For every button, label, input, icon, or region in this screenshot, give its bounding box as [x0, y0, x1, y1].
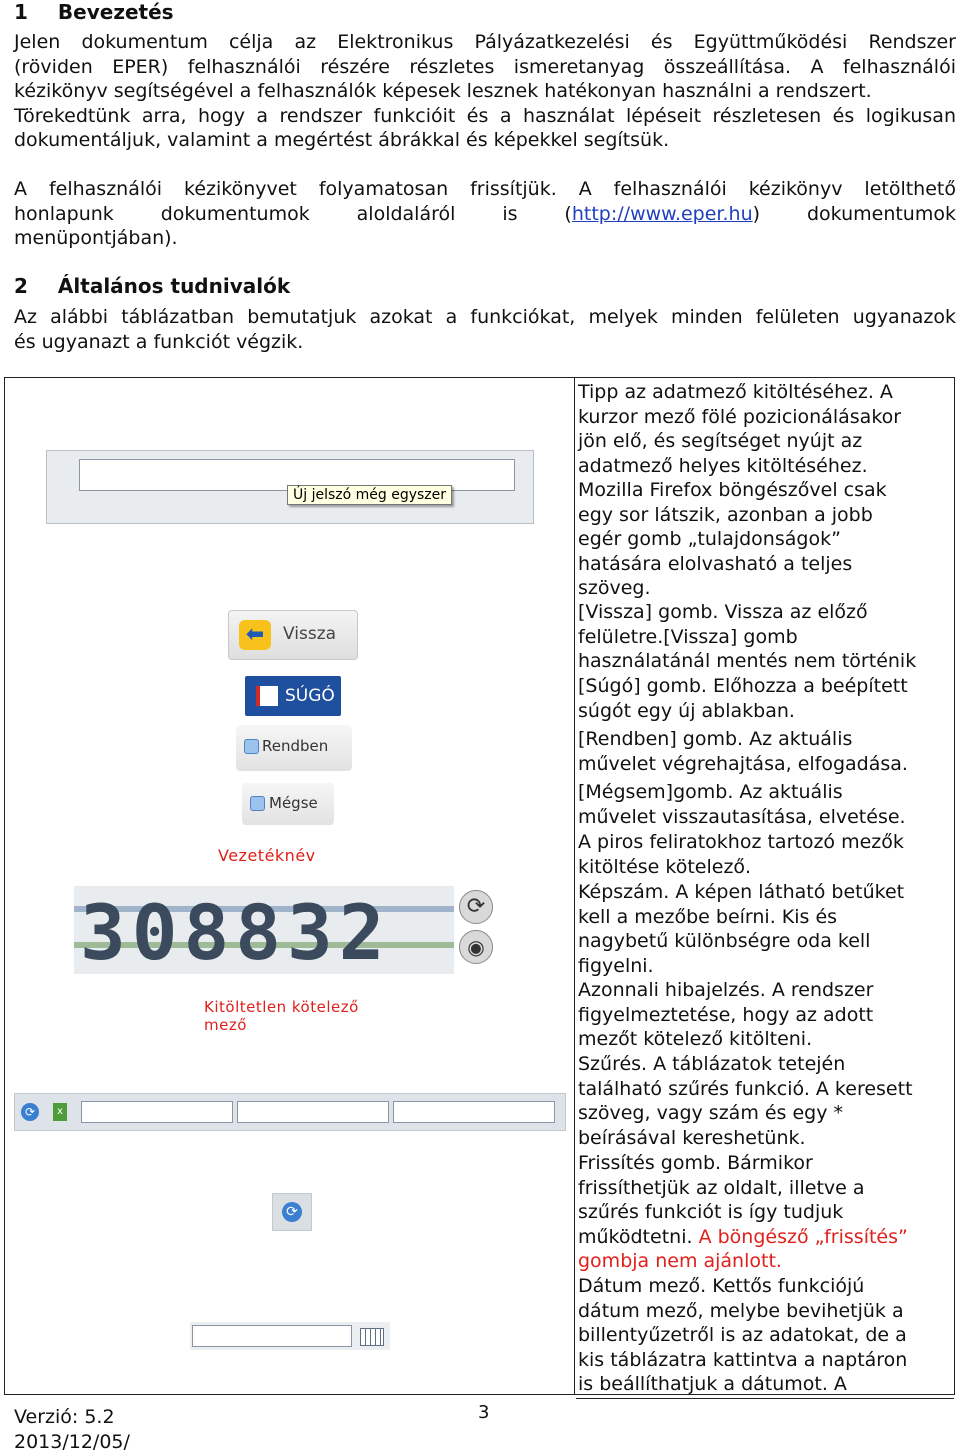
- back-arrow-icon: ⬅: [239, 620, 271, 650]
- section-2-intro: [14, 305, 956, 354]
- text-line: A felhasználói kézikönyvet folyamatosan frissítjük. A felhasználói kézikönyv letölthető: [14, 178, 956, 200]
- row-error-text: Azonnali hibajelzés. A rendszer figyelmeztetése, hogy az adott mezőt kötelező kitölteni.: [578, 979, 874, 1050]
- page-number: 3: [478, 1402, 490, 1423]
- row-filter-text: Szűrés. A táblázatok tetején található szűrés funkció. A keresett szöveg, vagy szám és egy * beírásával kereshetünk.: [578, 1053, 913, 1149]
- text-line: kézikönyv segítségével a felhasználók képesek lesznek hatékonyan használni a rendszert.: [14, 80, 872, 102]
- refresh-icon: ⟳: [282, 1202, 302, 1222]
- back-button[interactable]: [228, 610, 358, 660]
- error-message: Kitöltetlen kötelező mező: [204, 998, 359, 1034]
- row-date-text: Dátum mező. Kettős funkciójú dátum mező, melybe bevihetjük a billentyűzetről is az adatokat, de a kis táblázatra kattintva a naptáron is beállíthatjuk a dátumot. A: [578, 1275, 908, 1395]
- excel-icon[interactable]: x: [53, 1103, 67, 1121]
- row-help-text: [Súgó] gomb. Előhozza a beépített súgót egy új ablakban.: [578, 675, 908, 722]
- captcha-digits: 308832: [80, 888, 391, 974]
- refresh-warning-cont: gombja nem ajánlott.: [578, 1250, 782, 1272]
- filter-bar: [14, 1093, 566, 1131]
- row-refresh-text: Frissítés gomb. Bármikor frissíthetjük az oldalt, illetve a szűrés funkciót is így tudjuk működtetni. A böngésző „frissítés” gombja nem ajánlott.: [578, 1151, 952, 1274]
- section-2-heading: 2 Általános tudnivalók: [14, 274, 291, 298]
- filter-input[interactable]: [393, 1101, 555, 1123]
- footer-rule: [576, 1398, 954, 1399]
- tooltip-illustration: [46, 450, 534, 524]
- text-line: Törekedtünk arra, hogy a rendszer funkcióit és a használat lépéseit részletesen és logikusan: [14, 104, 956, 127]
- date-field: [190, 1322, 390, 1350]
- text-line: és ugyanazt a funkciót végzik.: [14, 330, 304, 353]
- row-ok-text: [Rendben] gomb. Az aktuális művelet végrehajtása, elfogadása.: [578, 728, 908, 775]
- tooltip-bubble: Új jelszó még egyszer: [287, 485, 452, 505]
- help-button[interactable]: [245, 676, 341, 716]
- text-line: Jelen dokumentum célja az Elektronikus Pályázatkezelési és Együttműködési Rendszer: [14, 31, 956, 53]
- row-captcha-text: Képszám. A képen látható betűket kell a mezőbe beírni. Kis és nagybetű különbségre oda kell figyelni.: [578, 881, 905, 977]
- text-line: menüpontjában).: [14, 227, 178, 249]
- section-1-paragraph-1: [14, 30, 956, 153]
- row-tooltip-text: Tipp az adatmező kitöltéséhez. A kurzor mező fölé pozicionálásakor jön elő, és segítséget nyújt az adatmező helyes kitöltéséhez. Mozilla Firefox böngészővel csak egy sor látszik, azonban a jobb egér gomb „tulajdonságok” hatására elolvasható a teljes szöveg.: [578, 381, 902, 599]
- captcha-audio-icon[interactable]: ◉: [459, 930, 493, 964]
- cancel-button[interactable]: [242, 783, 334, 825]
- refresh-warning: A böngésző „frissítés”: [698, 1225, 908, 1248]
- filter-input[interactable]: [81, 1101, 233, 1123]
- required-field-label: Vezetéknév: [218, 846, 316, 865]
- text-line: dokumentáljuk, valamint a megértést ábrákkal és képekkel segítsük.: [14, 129, 670, 151]
- refresh-icon[interactable]: ⟳: [21, 1103, 39, 1121]
- captcha-image: [74, 886, 454, 974]
- help-label: SÚGÓ: [285, 686, 335, 706]
- footer-version: Verzió: 5.2 2013/12/05/: [14, 1406, 130, 1453]
- row-required-text: A piros feliratokhoz tartozó mezők kitöltése kötelező.: [578, 831, 904, 878]
- table-divider: [574, 377, 575, 1395]
- back-label: Vissza: [283, 624, 337, 644]
- row-cancel-text: [Mégsem]gomb. Az aktuális művelet visszautasítása, elvetése.: [578, 781, 906, 828]
- text-line: honlapunk dokumentumok aloldaláról is (http://www.eper.hu) dokumentumok: [14, 202, 956, 225]
- filter-input[interactable]: [237, 1101, 389, 1123]
- ok-label: Rendben: [262, 737, 329, 755]
- ok-button[interactable]: [236, 725, 352, 771]
- eper-link[interactable]: http://www.eper.hu: [571, 202, 753, 225]
- cancel-label: Mégse: [269, 794, 318, 812]
- captcha-refresh-icon[interactable]: ⟳: [459, 890, 493, 924]
- calendar-icon[interactable]: [360, 1328, 384, 1346]
- row-back-text: [Vissza] gomb. Vissza az előző felületre.[Vissza] gomb használatánál mentés nem történik: [578, 601, 917, 672]
- section-1-heading: 1 Bevezetés: [14, 0, 174, 24]
- checkbox-icon: [250, 796, 265, 811]
- book-icon: [256, 686, 278, 706]
- text-line: (röviden EPER) felhasználói részére részletes ismeretanyag összeállítása. A felhasználói: [14, 55, 956, 78]
- section-1-paragraph-2: [14, 177, 956, 251]
- checkbox-icon: [244, 739, 259, 754]
- refresh-button[interactable]: [272, 1193, 312, 1231]
- date-input[interactable]: [192, 1325, 352, 1347]
- text-line: Az alábbi táblázatban bemutatjuk azokat a funkciókat, melyek minden felületen ugyanazok: [14, 306, 956, 328]
